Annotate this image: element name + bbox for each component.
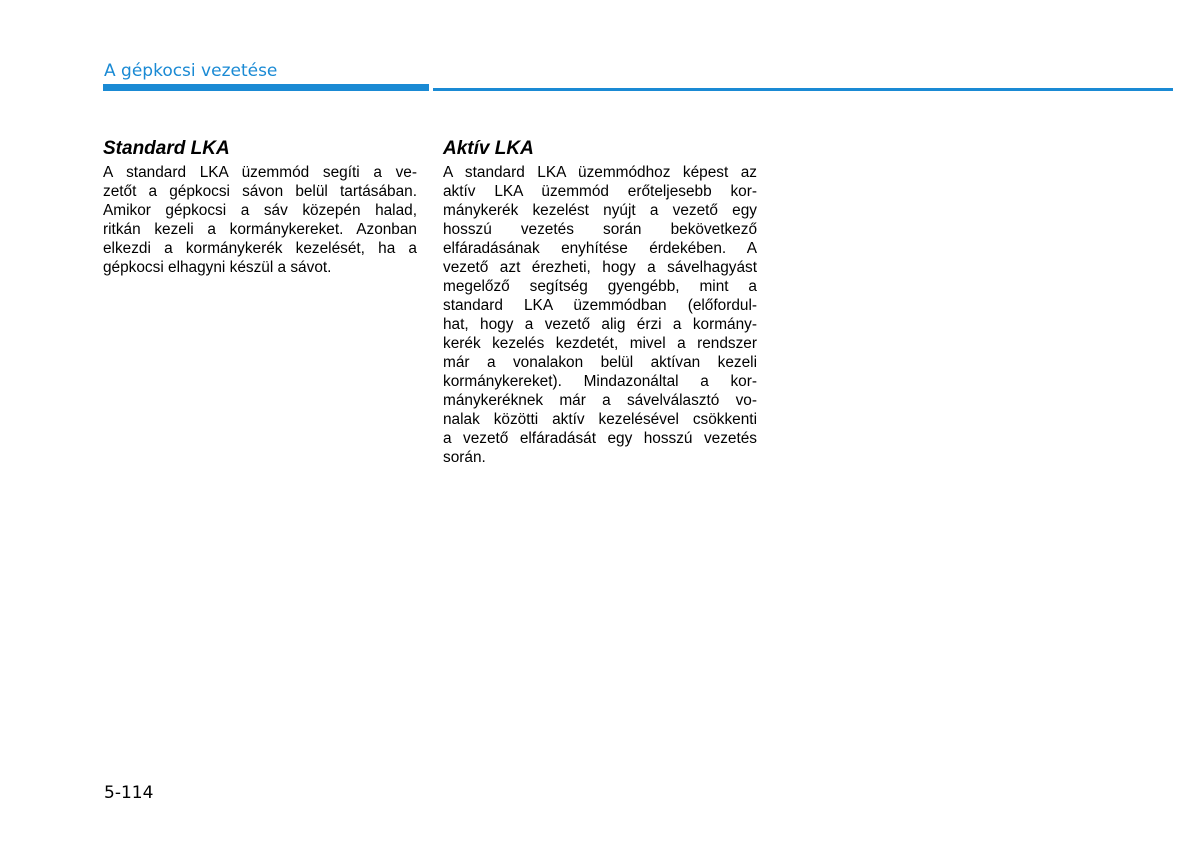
body-line: A standard LKA üzemmód segíti a ve- bbox=[103, 164, 417, 181]
body-line: A standard LKA üzemmódhoz képest az bbox=[443, 164, 757, 181]
section-standard-lka bbox=[103, 137, 417, 277]
body-line: hosszú vezetés során bekövetkező bbox=[443, 221, 757, 238]
body-line: a vezető elfáradását egy hosszú vezetés bbox=[443, 430, 757, 447]
body-line: kerék kezelés kezdetét, mivel a rendszer bbox=[443, 335, 757, 352]
body-line: kormánykereket). Mindazonáltal a kor- bbox=[443, 373, 757, 390]
body-line: zetőt a gépkocsi sávon belül tartásában. bbox=[103, 183, 417, 200]
body-line: ritkán kezeli a kormánykereket. Azonban bbox=[103, 221, 417, 238]
chapter-title: A gépkocsi vezetése bbox=[104, 61, 278, 81]
section-body bbox=[443, 163, 757, 467]
body-line: gépkocsi elhagyni készül a sávot. bbox=[103, 259, 332, 276]
body-line: elfáradásának enyhítése érdekében. A bbox=[443, 240, 757, 257]
body-line: standard LKA üzemmódban (előfordul- bbox=[443, 297, 757, 314]
header-rule-thick bbox=[103, 84, 429, 91]
header-rule-thin bbox=[433, 88, 1173, 91]
body-line: elkezdi a kormánykerék kezelését, ha a bbox=[103, 240, 417, 257]
body-line: nalak közötti aktív kezelésével csökkenti bbox=[443, 411, 757, 428]
body-line: aktív LKA üzemmód erőteljesebb kor- bbox=[443, 183, 757, 200]
body-line: már a vonalakon belül aktívan kezeli bbox=[443, 354, 757, 371]
body-line: hat, hogy a vezető alig érzi a kormány- bbox=[443, 316, 757, 333]
body-line: mánykerék kezelést nyújt a vezető egy bbox=[443, 202, 757, 219]
body-line: során. bbox=[443, 449, 486, 466]
section-aktiv-lka bbox=[443, 137, 757, 467]
section-body bbox=[103, 163, 417, 277]
body-line: vezető azt érezheti, hogy a sávelhagyást bbox=[443, 259, 757, 276]
page-number: 5-114 bbox=[104, 783, 154, 803]
body-line: megelőző segítség gyengébb, mint a bbox=[443, 278, 757, 295]
section-heading: Standard LKA bbox=[103, 138, 230, 159]
body-line: Amikor gépkocsi a sáv közepén halad, bbox=[103, 202, 417, 219]
section-heading: Aktív LKA bbox=[443, 138, 534, 159]
body-line: mánykeréknek már a sávelválasztó vo- bbox=[443, 392, 757, 409]
